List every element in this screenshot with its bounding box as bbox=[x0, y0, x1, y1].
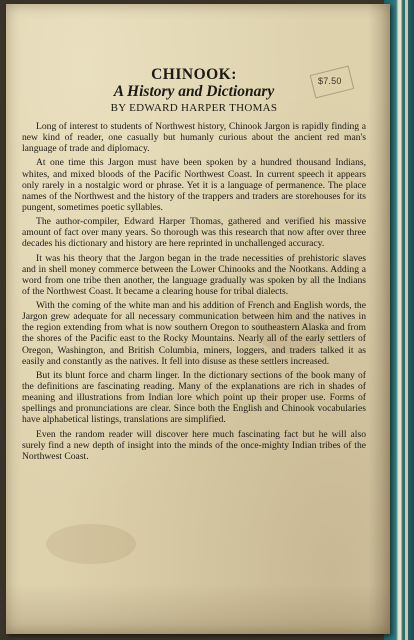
blurb-paragraph: It was his theory that the Jargon began in the trade necessities of prehistoric slaves and in shell money commerce between the Lower Chinooks and the Nootkans. Adding a word from one tribe then another, the language gradually was spoken by all the Indians of the Northwest Coast. It became a clearing house for tribal dialects. bbox=[22, 252, 366, 297]
blurb-paragraph: With the coming of the white man and his addition of French and English words, the Jargon grew adequate for all necessary communication between him and the natives in the region extending from what is now southern Oregon to southeastern Alaska and from the shores of the Pacific east to the Rocky Mountains. Nearly all of the early settlers of Oregon, Washington, and British Columbia, miners, loggers, and traders talked it as easily and constantly as the natives. It fell into disuse as these settlers increased. bbox=[22, 300, 366, 367]
blurb-paragraph: Even the random reader will discover here much fascinating fact but he will also surely find a new depth of insight into the minds of the once-mighty Indian tribes of the Northwest Coast. bbox=[22, 428, 366, 462]
price-label: $7.50 bbox=[318, 76, 342, 86]
cloth-edge-stripe bbox=[405, 0, 408, 640]
blurb-paragraph: Long of interest to students of Northwest history, Chinook Jargon is rapidly finding a new kind of reader, one casually but humanly curious about the ancient red man's language of trade and diplomacy. bbox=[22, 121, 366, 155]
flap-text bbox=[22, 66, 366, 465]
flap-fold-shadow bbox=[368, 4, 390, 634]
book-author: BY EDWARD HARPER THOMAS bbox=[110, 102, 278, 114]
blurb-paragraph: The author-compiler, Edward Harper Thomas, gathered and verified his massive amount of fact over many years. So thorough was this research that now after over three decades his dictionary and history are here reprinted in unchallenged accuracy. bbox=[22, 216, 366, 250]
book-title: CHINOOK: bbox=[151, 66, 237, 83]
blurb-paragraph: At one time this Jargon must have been spoken by a hundred thousand Indians, whites, and mixed bloods of the Pacific Northwest Coast. In current speech it appears only rarely in a nostalgic word or phrase. Yet it is a language of permanence. The place names of the Northwest and the history of the trappers and traders are storehouses for its pungent, sometimes poetic syllables. bbox=[22, 157, 366, 213]
blurb-paragraph: But its blunt force and charm linger. In the dictionary sections of the book many of the definitions are fascinating reading. Many of the explanations are rich in shades of meaning and illustrations from Indian lore which point up their proper use. Forms of spellings and pronunciations are clear. Since both the English and Chinook vocabularies have alphabetical listings, translations are simplified. bbox=[22, 369, 366, 426]
book-subtitle: A History and Dictionary bbox=[113, 83, 275, 100]
paper-stain bbox=[46, 524, 136, 564]
